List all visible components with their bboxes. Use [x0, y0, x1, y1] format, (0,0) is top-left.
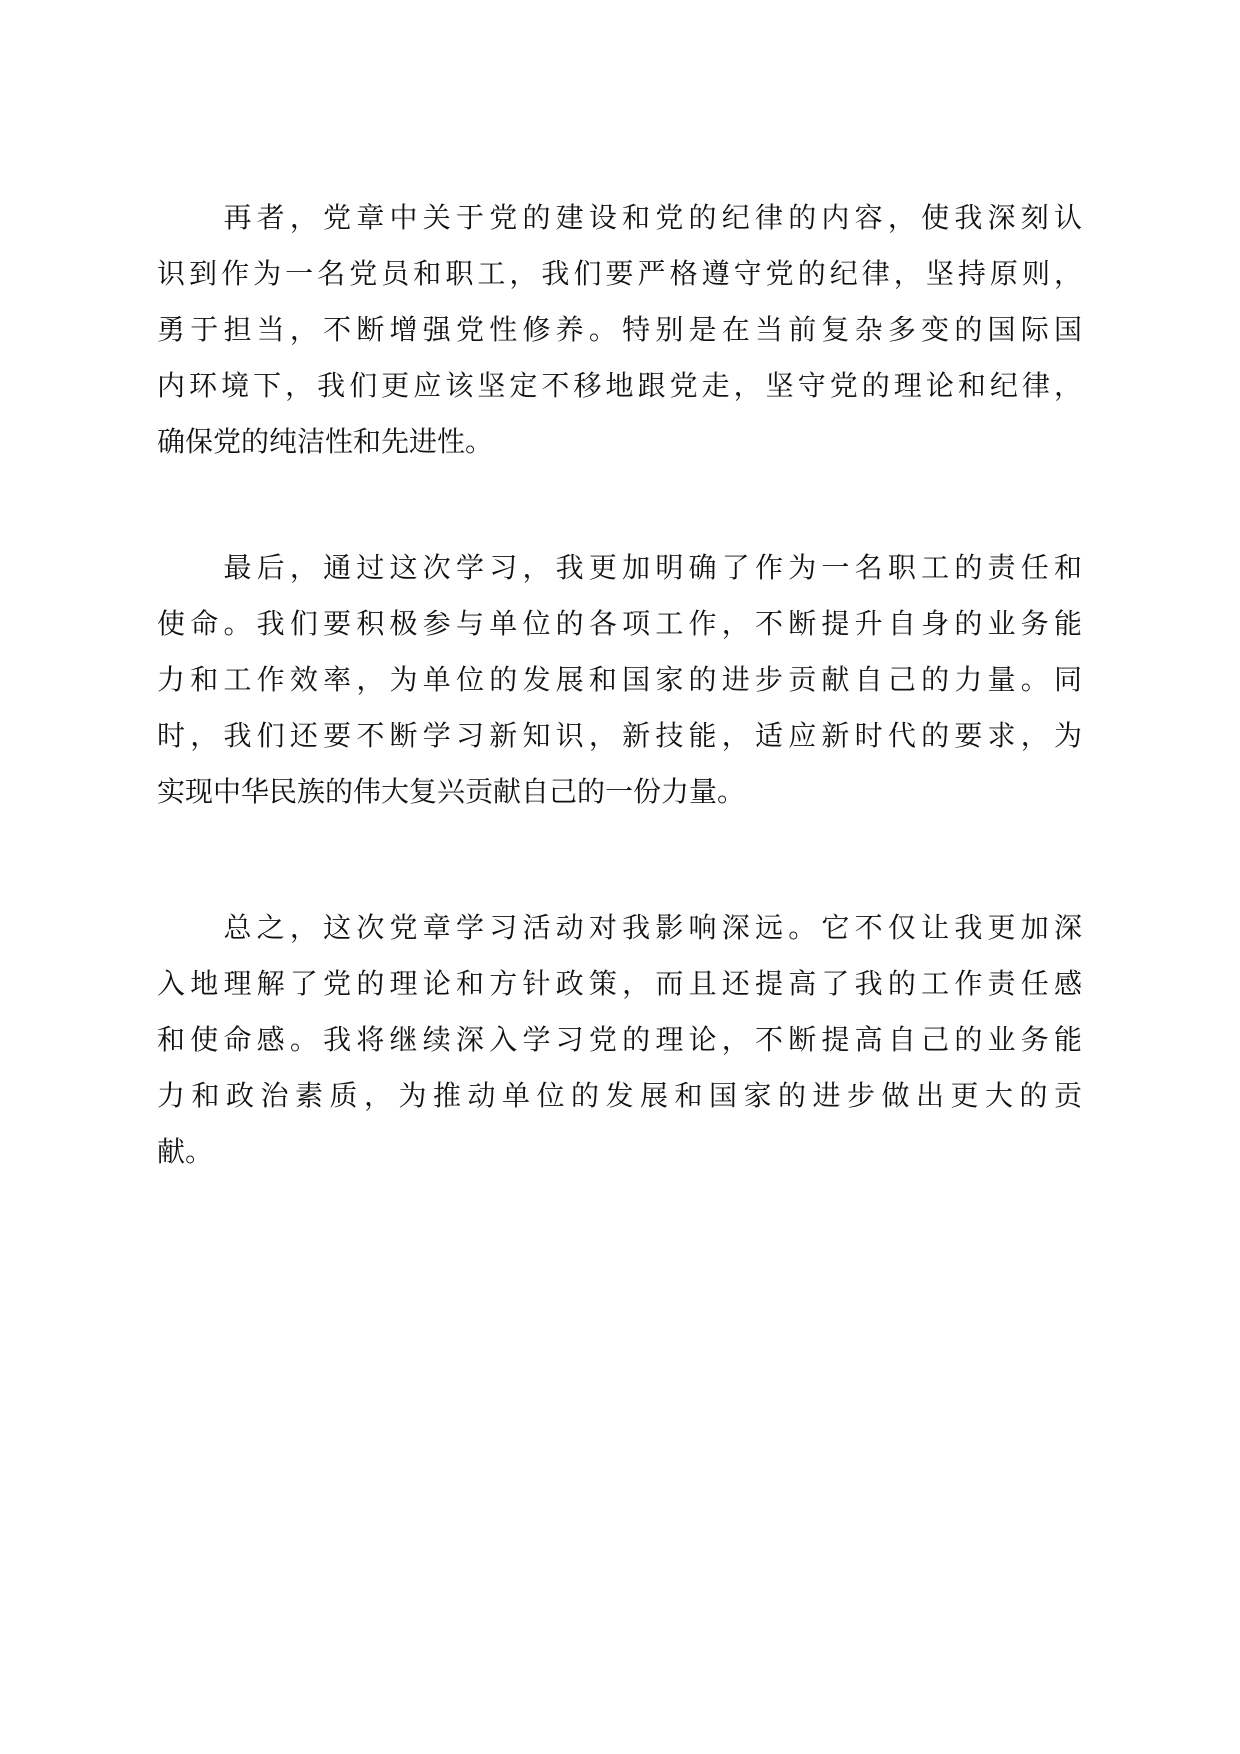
text-line: 总之，这次党章学习活动对我影响深远。它不仅让我更加深 [157, 911, 1082, 944]
text-line: 最后，通过这次学习，我更加明确了作为一名职工的责任和 [157, 551, 1082, 584]
paragraph-responsibility [157, 540, 1082, 820]
text-line: 使命。我们要积极参与单位的各项工作，不断提升自身的业务能 [157, 607, 1082, 640]
text-line: 和使命感。我将继续深入学习党的理论，不断提高自己的业务能 [157, 1023, 1082, 1056]
text-line: 力和政治素质，为推动单位的发展和国家的进步做出更大的贡 [157, 1079, 1082, 1112]
text-line: 实现中华民族的伟大复兴贡献自己的一份力量。 [157, 775, 746, 808]
text-line: 内环境下，我们更应该坚定不移地跟党走，坚守党的理论和纪律， [157, 369, 1082, 402]
paragraph-party-discipline [157, 190, 1082, 470]
text-line: 献。 [157, 1135, 214, 1168]
text-line: 再者，党章中关于党的建设和党的纪律的内容，使我深刻认 [157, 201, 1082, 234]
text-line: 确保党的纯洁性和先进性。 [157, 425, 494, 458]
text-line: 入地理解了党的理论和方针政策，而且还提高了我的工作责任感 [157, 967, 1082, 1000]
text-line: 识到作为一名党员和职工，我们要严格遵守党的纪律，坚持原则， [157, 257, 1082, 290]
text-line: 勇于担当，不断增强党性修养。特别是在当前复杂多变的国际国 [157, 313, 1082, 346]
text-line: 时，我们还要不断学习新知识，新技能，适应新时代的要求，为 [157, 719, 1082, 752]
text-line: 力和工作效率，为单位的发展和国家的进步贡献自己的力量。同 [157, 663, 1082, 696]
paragraph-conclusion [157, 900, 1082, 1180]
